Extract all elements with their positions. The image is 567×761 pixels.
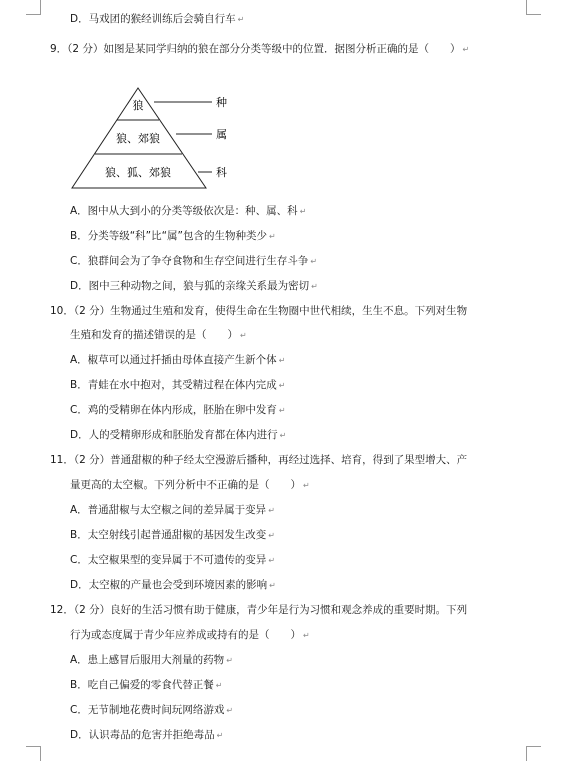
q11-stem-line-2: 量更高的太空椒。下列分析中不正确的是（ ） ↵ xyxy=(70,479,310,491)
q12-option-b: B．吃自己偏爱的零食代替正餐 ↵ xyxy=(70,679,223,691)
q11-option-c: C．太空椒果型的变异属于不可遗传的变异 ↵ xyxy=(70,554,276,566)
q12-stem-line-2: 行为或态度属于青少年应养成或持有的是（ ） ↵ xyxy=(70,629,310,641)
q10-option-c: C．鸡的受精卵在体内形成，胚胎在卵中发育 ↵ xyxy=(70,404,286,416)
q9-option-b: B．分类等级“科”比“属”包含的生物种类少 ↵ xyxy=(70,230,276,242)
q10-option-a: A．椒草可以通过扦插由母体直接产生新个体 ↵ xyxy=(70,354,286,366)
q11-stem-line-1: 11．（2 分）普通甜椒的种子经太空漫游后播种，再经过选择、培育，得到了果型增大、产 xyxy=(50,454,468,466)
classification-pyramid xyxy=(66,82,246,194)
q11-option-b: B．太空射线引起普通甜椒的基因发生改变 ↵ xyxy=(70,529,275,541)
q11-option-d: D．太空椒的产量也会受到环境因素的影响 ↵ xyxy=(70,579,276,591)
pyramid-level-1: 种 xyxy=(216,96,227,109)
pyramid-tier-1: 狼 xyxy=(132,99,144,112)
q9-option-a: A．图中从大到小的分类等级依次是：种、属、科 ↵ xyxy=(70,205,307,217)
pyramid-tier-3: 狼、狐、郊狼 xyxy=(105,166,171,179)
q10-option-d: D．人的受精卵形成和胚胎发育都在体内进行 ↵ xyxy=(70,429,287,441)
q12-option-c: C．无节制地花费时间玩网络游戏 ↵ xyxy=(70,704,234,716)
q10-option-b: B．青蛙在水中抱对，其受精过程在体内完成 ↵ xyxy=(70,379,286,391)
q9-option-c: C．狼群间会为了争夺食物和生存空间进行生存斗争 ↵ xyxy=(70,255,318,267)
pyramid-level-3: 科 xyxy=(216,166,227,179)
crop-mark-bottom-left xyxy=(26,746,41,761)
crop-mark-top-right xyxy=(526,0,541,15)
q8-option-d: D．马戏团的猴经训练后会骑自行车 ↵ xyxy=(70,13,245,25)
q12-option-a: A．患上感冒后服用大剂量的药物 ↵ xyxy=(70,654,233,666)
pyramid-tier-2: 狼、郊狼 xyxy=(116,132,160,145)
pyramid-level-2: 属 xyxy=(216,128,227,141)
q10-stem-line-1: 10．（2 分）生物通过生殖和发育，使得生命在生物圈中世代相续，生生不息。下列对生物 xyxy=(50,305,468,317)
q11-option-a: A．普通甜椒与太空椒之间的差异属于变异 ↵ xyxy=(70,504,275,516)
q12-stem-line-1: 12．（2 分）良好的生活习惯有助于健康，青少年是行为习惯和观念养成的重要时期。下列 xyxy=(50,604,468,616)
q10-stem-line-2: 生殖和发育的描述错误的是（ ） ↵ xyxy=(70,329,247,341)
q12-option-d: D．认识毒品的危害并拒绝毒品 ↵ xyxy=(70,729,224,741)
crop-mark-top-left xyxy=(26,0,41,15)
q9-option-d: D．图中三种动物之间，狼与狐的亲缘关系最为密切 ↵ xyxy=(70,280,318,292)
crop-mark-bottom-right xyxy=(526,746,541,761)
q9-stem: 9．（2 分）如图是某同学归纳的狼在部分分类等级中的位置．据图分析正确的是（ ） ↵ xyxy=(50,43,470,55)
